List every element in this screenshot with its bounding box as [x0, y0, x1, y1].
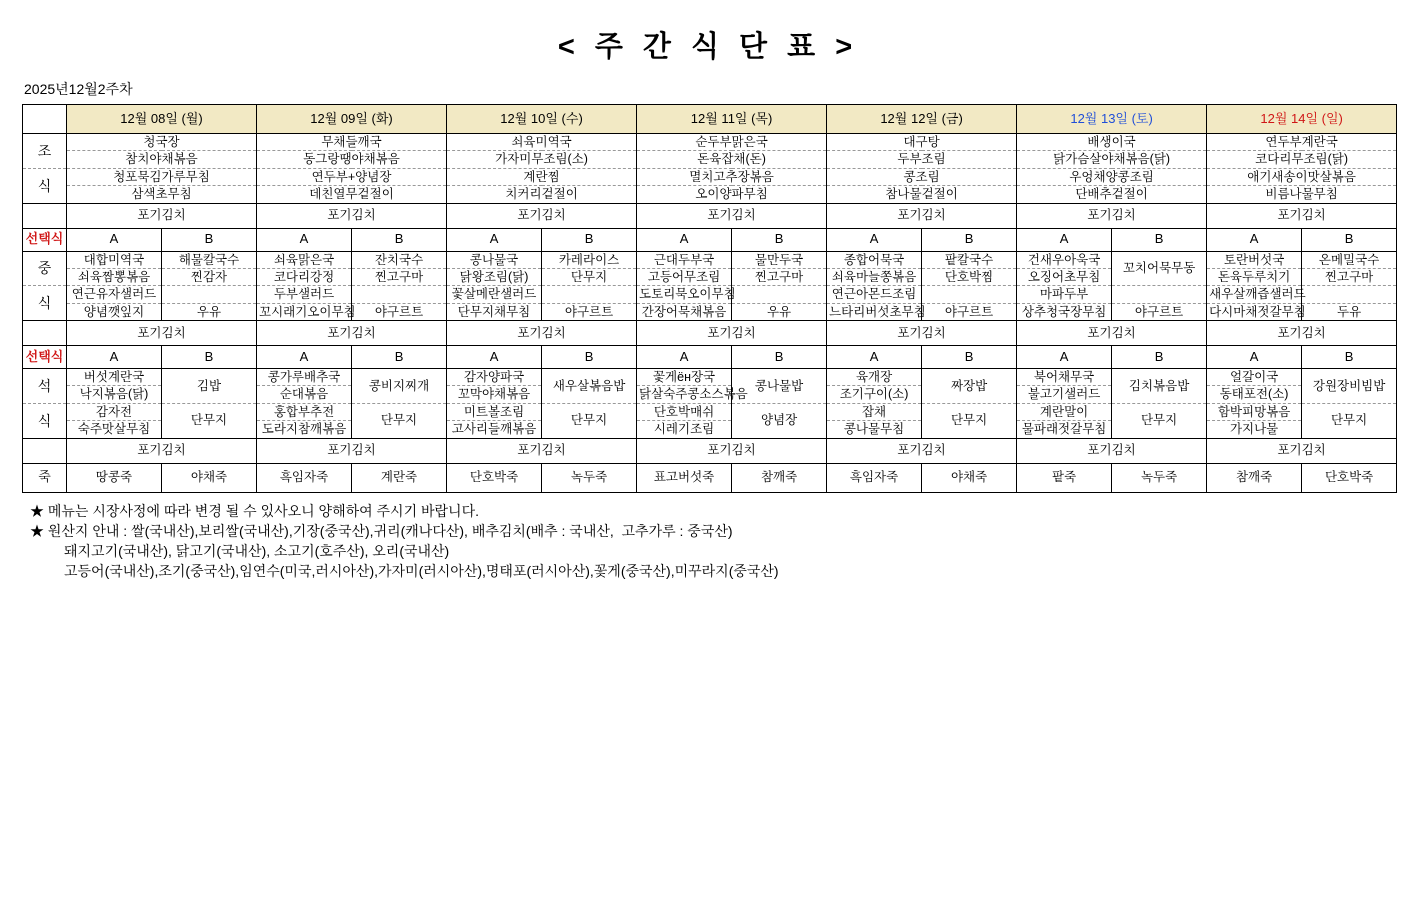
- lunch-mon-a-3: 연근유자샐러드: [67, 286, 162, 303]
- dinner-sat-a-2: 불고기샐러드: [1017, 386, 1112, 403]
- lunch-kimchi-row: [23, 321, 1397, 346]
- lunch-wed-a-3: 꽃살메란샐러드: [447, 286, 542, 303]
- lunch-tue-a-3: 두부샐러드: [257, 286, 352, 303]
- lunch-sun-a-4: 다시마채젓갈무침: [1207, 303, 1302, 320]
- breakfast-wed-3: 계란찜: [447, 168, 637, 185]
- porridge-sun-a: 참깨죽: [1207, 463, 1302, 492]
- lunch-option-row: [23, 228, 1397, 251]
- breakfast-sat-2: 닭가슴살야채볶음(닭): [1017, 151, 1207, 168]
- lunch-sun-a-2: 돈육두루치기: [1207, 268, 1302, 285]
- dinner-kimchi-tue: 포기김치: [257, 438, 447, 463]
- breakfast-fri-4: 참나물겉절이: [827, 186, 1017, 203]
- lunch-opt-sun-b: B: [1302, 228, 1397, 251]
- dinner-sun-a-1: 얼갈이국: [1207, 369, 1302, 386]
- lunch-kimchi-thu: 포기김치: [637, 321, 827, 346]
- lunch-tue-b-4: 야구르트: [352, 303, 447, 320]
- breakfast-sun-2: 코다리무조림(닭): [1207, 151, 1397, 168]
- porridge-mon-a: 땅콩죽: [67, 463, 162, 492]
- breakfast-mon-4: 삼색초무침: [67, 186, 257, 203]
- lunch-tue-b-1: 잔치국수: [352, 251, 447, 268]
- dinner-opt-sat-b: B: [1112, 346, 1207, 369]
- breakfast-thu-3: 멸치고추장볶음: [637, 168, 827, 185]
- breakfast-row-4: [23, 186, 1397, 203]
- dinner-fri-b-1: 짜장밥: [922, 369, 1017, 404]
- dinner-kimchi-sun: 포기김치: [1207, 438, 1397, 463]
- lunch-sun-a-1: 토란버섯국: [1207, 251, 1302, 268]
- row-label-dinner-kimchi: [23, 438, 67, 463]
- lunch-opt-fri-a: A: [827, 228, 922, 251]
- lunch-kimchi-mon: 포기김치: [67, 321, 257, 346]
- lunch-opt-thu-a: A: [637, 228, 732, 251]
- dinner-kimchi-row: [23, 438, 1397, 463]
- lunch-tue-b-3: [352, 286, 447, 303]
- dinner-sat-b-1: 김치볶음밥: [1112, 369, 1207, 404]
- lunch-wed-a-1: 콩나물국: [447, 251, 542, 268]
- porridge-mon-b: 야채죽: [162, 463, 257, 492]
- lunch-opt-tue-b: B: [352, 228, 447, 251]
- lunch-fri-a-1: 종합어묵국: [827, 251, 922, 268]
- dinner-wed-b-2: 단무지: [542, 403, 637, 438]
- breakfast-tue-2: 동그랑땡야채볶음: [257, 151, 447, 168]
- lunch-opt-sat-b: B: [1112, 228, 1207, 251]
- porridge-wed-a: 단호박죽: [447, 463, 542, 492]
- porridge-sun-b: 단호박죽: [1302, 463, 1397, 492]
- lunch-fri-b-2: 단호박찜: [922, 268, 1017, 285]
- lunch-wed-a-4: 단무지채무침: [447, 303, 542, 320]
- lunch-tue-a-2: 코다리강정: [257, 268, 352, 285]
- lunch-opt-tue-a: A: [257, 228, 352, 251]
- breakfast-sat-4: 단배추겉절이: [1017, 186, 1207, 203]
- lunch-opt-sat-a: A: [1017, 228, 1112, 251]
- breakfast-thu-4: 오이양파무침: [637, 186, 827, 203]
- breakfast-kimchi-fri: 포기김치: [827, 203, 1017, 228]
- lunch-sat-a-3: 마파두부: [1017, 286, 1112, 303]
- note-line-1: ★ 메뉴는 시장사정에 따라 변경 될 수 있사오니 양해하여 주시기 바랍니다.: [30, 502, 479, 519]
- dinner-fri-a-4: 콩나물무침: [827, 421, 922, 438]
- lunch-mon-b-2: 찐감자: [162, 268, 257, 285]
- lunch-mon-a-2: 쇠육짬뽕볶음: [67, 268, 162, 285]
- dinner-opt-thu-b: B: [732, 346, 827, 369]
- lunch-fri-b-1: 팥칼국수: [922, 251, 1017, 268]
- dinner-opt-fri-b: B: [922, 346, 1017, 369]
- breakfast-kimchi-tue: 포기김치: [257, 203, 447, 228]
- dinner-sun-b-1: 강원장비빔밥: [1302, 369, 1397, 404]
- dinner-tue-b-1: 콩비지찌개: [352, 369, 447, 404]
- dinner-opt-sun-a: A: [1207, 346, 1302, 369]
- lunch-opt-wed-a: A: [447, 228, 542, 251]
- dinner-tue-a-3: 홍합부추전: [257, 403, 352, 420]
- dinner-option-row: [23, 346, 1397, 369]
- lunch-mon-a-1: 대합미역국: [67, 251, 162, 268]
- dinner-wed-a-1: 감자양파국: [447, 369, 542, 386]
- dinner-mon-a-2: 낙지볶음(닭): [67, 386, 162, 403]
- lunch-kimchi-sat: 포기김치: [1017, 321, 1207, 346]
- breakfast-wed-2: 가자미무조림(소): [447, 151, 637, 168]
- breakfast-row-1: [23, 134, 1397, 151]
- dinner-kimchi-thu: 포기김치: [637, 438, 827, 463]
- dinner-opt-thu-a: A: [637, 346, 732, 369]
- lunch-kimchi-wed: 포기김치: [447, 321, 637, 346]
- lunch-sat-a-1: 건새우아욱국: [1017, 251, 1112, 268]
- dinner-tue-a-2: 순대볶음: [257, 386, 352, 403]
- row-label-breakfast-1: 조: [23, 134, 67, 169]
- dinner-mon-a-1: 버섯계란국: [67, 369, 162, 386]
- dinner-sun-a-3: 함박피망볶음: [1207, 403, 1302, 420]
- dinner-fri-a-3: 잡채: [827, 403, 922, 420]
- dinner-row-3: [23, 403, 1397, 420]
- breakfast-kimchi-mon: 포기김치: [67, 203, 257, 228]
- lunch-kimchi-fri: 포기김치: [827, 321, 1017, 346]
- breakfast-fri-2: 두부조림: [827, 151, 1017, 168]
- lunch-thu-a-4: 간장어묵채볶음: [637, 303, 732, 320]
- day-header-sat: 12월 13일 (토): [1017, 105, 1207, 134]
- selection-label-dinner: 선택식: [23, 346, 67, 369]
- dinner-row-1: [23, 369, 1397, 386]
- lunch-tue-b-2: 찐고구마: [352, 268, 447, 285]
- day-header-wed: 12월 10일 (수): [447, 105, 637, 134]
- lunch-thu-b-4: 우유: [732, 303, 827, 320]
- dinner-opt-wed-a: A: [447, 346, 542, 369]
- dinner-opt-tue-b: B: [352, 346, 447, 369]
- day-header-tue: 12월 09일 (화): [257, 105, 447, 134]
- dinner-mon-b-2: 단무지: [162, 403, 257, 438]
- dinner-sun-a-4: 가지나물: [1207, 421, 1302, 438]
- dinner-thu-a-3: 단호박매쉬: [637, 403, 732, 420]
- dinner-tue-a-1: 콩가루배추국: [257, 369, 352, 386]
- lunch-wed-b-2: 단무지: [542, 268, 637, 285]
- porridge-tue-a: 흑임자죽: [257, 463, 352, 492]
- dinner-opt-tue-a: A: [257, 346, 352, 369]
- lunch-sun-b-3: [1302, 286, 1397, 303]
- porridge-tue-b: 계란죽: [352, 463, 447, 492]
- dinner-fri-a-2: 조기구이(소): [827, 386, 922, 403]
- lunch-sat-a-4: 상추청국장무침: [1017, 303, 1112, 320]
- lunch-fri-a-3: 연근아몬드조림: [827, 286, 922, 303]
- breakfast-wed-4: 치커리겉절이: [447, 186, 637, 203]
- lunch-opt-wed-b: B: [542, 228, 637, 251]
- page-title: < 주 간 식 단 표 >: [557, 31, 859, 63]
- dinner-kimchi-wed: 포기김치: [447, 438, 637, 463]
- lunch-wed-b-3: [542, 286, 637, 303]
- porridge-fri-a: 흑임자죽: [827, 463, 922, 492]
- dinner-opt-wed-b: B: [542, 346, 637, 369]
- lunch-thu-a-2: 고등어무조림: [637, 268, 732, 285]
- lunch-thu-a-1: 근대두부국: [637, 251, 732, 268]
- dinner-opt-mon-b: B: [162, 346, 257, 369]
- lunch-sat-a-2: 오징어초무침: [1017, 268, 1112, 285]
- weekly-menu-table: [22, 104, 1397, 493]
- table-header-row: [23, 105, 1397, 134]
- lunch-sun-b-2: 찐고구마: [1302, 268, 1397, 285]
- dinner-opt-sat-a: A: [1017, 346, 1112, 369]
- dinner-mon-b-1: 김밥: [162, 369, 257, 404]
- row-label-breakfast-2: 식: [23, 168, 67, 203]
- lunch-kimchi-sun: 포기김치: [1207, 321, 1397, 346]
- dinner-wed-a-3: 미트볼조림: [447, 403, 542, 420]
- weekly-menu-page: [0, 24, 1416, 918]
- lunch-mon-b-4: 우유: [162, 303, 257, 320]
- porridge-thu-a: 표고버섯죽: [637, 463, 732, 492]
- lunch-fri-a-2: 쇠육마늘쫑볶음: [827, 268, 922, 285]
- breakfast-mon-1: 청국장: [67, 134, 257, 151]
- note-line-3: 돼지고기(국내산), 닭고기(국내산), 소고기(호주산), 오리(국내산): [64, 543, 450, 560]
- lunch-row-3: [23, 286, 1397, 303]
- dinner-kimchi-fri: 포기김치: [827, 438, 1017, 463]
- breakfast-mon-2: 참치야채볶음: [67, 151, 257, 168]
- row-label-lunch-2: 식: [23, 286, 67, 321]
- dinner-sun-a-2: 동태포전(소): [1207, 386, 1302, 403]
- lunch-kimchi-tue: 포기김치: [257, 321, 447, 346]
- footer-notes: [30, 501, 1416, 582]
- note-line-4: 고등어(국내산),조기(중국산),임연수(미국,러시아산),가자미(러시아산),명태포(러시아산),꽃게(중국산),미꾸라지(중국산): [64, 563, 779, 580]
- lunch-mon-b-1: 해물칼국수: [162, 251, 257, 268]
- row-label-dinner-1: 석: [23, 369, 67, 404]
- lunch-opt-thu-b: B: [732, 228, 827, 251]
- row-label-lunch-kimchi: [23, 321, 67, 346]
- breakfast-kimchi-sun: 포기김치: [1207, 203, 1397, 228]
- breakfast-wed-1: 쇠육미역국: [447, 134, 637, 151]
- lunch-thu-a-3: 도토리묵오이무침: [637, 286, 732, 303]
- day-header-fri: 12월 12일 (금): [827, 105, 1017, 134]
- breakfast-thu-2: 돈육잡채(돈): [637, 151, 827, 168]
- dinner-kimchi-mon: 포기김치: [67, 438, 257, 463]
- lunch-fri-b-3: [922, 286, 1017, 303]
- dinner-tue-b-2: 단무지: [352, 403, 447, 438]
- porridge-fri-b: 야채죽: [922, 463, 1017, 492]
- dinner-thu-b-2: 양념장: [732, 403, 827, 438]
- dinner-opt-fri-a: A: [827, 346, 922, 369]
- lunch-sun-b-1: 온메밀국수: [1302, 251, 1397, 268]
- dinner-opt-sun-b: B: [1302, 346, 1397, 369]
- lunch-row-1: [23, 251, 1397, 268]
- dinner-opt-mon-a: A: [67, 346, 162, 369]
- lunch-sun-a-3: 새우살깨즙샐러드: [1207, 286, 1302, 303]
- dinner-wed-b-1: 새우살볶음밥: [542, 369, 637, 404]
- breakfast-tue-4: 데친열무겉절이: [257, 186, 447, 203]
- dinner-sat-a-1: 북어채무국: [1017, 369, 1112, 386]
- dinner-sat-a-3: 계란말이: [1017, 403, 1112, 420]
- lunch-fri-a-4: 느타리버섯초무침: [827, 303, 922, 320]
- day-header-sun: 12월 14일 (일): [1207, 105, 1397, 134]
- lunch-sat-b-4: 야구르트: [1112, 303, 1207, 320]
- lunch-opt-sun-a: A: [1207, 228, 1302, 251]
- day-header-mon: 12월 08일 (월): [67, 105, 257, 134]
- dinner-mon-a-4: 숙주맛살무침: [67, 421, 162, 438]
- dinner-fri-a-1: 육개장: [827, 369, 922, 386]
- dinner-thu-a-1: 꽃게ён장국: [637, 369, 732, 386]
- breakfast-kimchi-wed: 포기김치: [447, 203, 637, 228]
- porridge-sat-a: 팥죽: [1017, 463, 1112, 492]
- dinner-thu-a-2: 닭살숙주콩소스볶음: [637, 386, 732, 403]
- breakfast-sun-1: 연두부계란국: [1207, 134, 1397, 151]
- lunch-opt-mon-b: B: [162, 228, 257, 251]
- dinner-kimchi-sat: 포기김치: [1017, 438, 1207, 463]
- porridge-row: [23, 463, 1397, 492]
- breakfast-tue-3: 연두부+양념장: [257, 168, 447, 185]
- dinner-fri-b-2: 단무지: [922, 403, 1017, 438]
- row-label-lunch-1: 중: [23, 251, 67, 286]
- lunch-sat-b-1: 꼬치어묵무동: [1112, 251, 1207, 286]
- lunch-mon-b-3: [162, 286, 257, 303]
- lunch-wed-b-4: 야구르트: [542, 303, 637, 320]
- breakfast-kimchi-thu: 포기김치: [637, 203, 827, 228]
- dinner-wed-a-4: 고사리들깨볶음: [447, 421, 542, 438]
- breakfast-kimchi-sat: 포기김치: [1017, 203, 1207, 228]
- breakfast-sat-1: 배생이국: [1017, 134, 1207, 151]
- dinner-tue-a-4: 도라지참깨볶음: [257, 421, 352, 438]
- porridge-thu-b: 참깨죽: [732, 463, 827, 492]
- row-label-dinner-2: 식: [23, 403, 67, 438]
- porridge-wed-b: 녹두죽: [542, 463, 637, 492]
- lunch-thu-b-1: 물만두국: [732, 251, 827, 268]
- lunch-thu-b-2: 찐고구마: [732, 268, 827, 285]
- breakfast-fri-1: 대구탕: [827, 134, 1017, 151]
- note-line-2: ★ 원산지 안내 : 쌀(국내산),보리쌀(국내산),기장(중국산),귀리(캐나다산), 배추김치(배추 : 국내산, 고추가루 : 중국산): [30, 522, 733, 539]
- lunch-thu-b-3: [732, 286, 827, 303]
- breakfast-thu-1: 순두부맑은국: [637, 134, 827, 151]
- breakfast-tue-1: 무채들깨국: [257, 134, 447, 151]
- breakfast-row-2: [23, 151, 1397, 168]
- row-label-porridge: 죽: [23, 463, 67, 492]
- dinner-sat-b-2: 단무지: [1112, 403, 1207, 438]
- selection-label-lunch: 선택식: [23, 228, 67, 251]
- lunch-mon-a-4: 양념깻잎지: [67, 303, 162, 320]
- lunch-wed-a-2: 닭왕조림(닭): [447, 268, 542, 285]
- lunch-tue-a-1: 쇠육맑은국: [257, 251, 352, 268]
- dinner-thu-b-1: 콩나물밥: [732, 369, 827, 404]
- dinner-sat-a-4: 물파래젓갈무침: [1017, 421, 1112, 438]
- lunch-fri-b-4: 야구르트: [922, 303, 1017, 320]
- lunch-sun-b-4: 두유: [1302, 303, 1397, 320]
- dinner-mon-a-3: 감자전: [67, 403, 162, 420]
- breakfast-sun-3: 애기새송이맛살볶음: [1207, 168, 1397, 185]
- breakfast-sat-3: 우엉채양콩조림: [1017, 168, 1207, 185]
- lunch-sat-b-3: [1112, 286, 1207, 303]
- dinner-thu-a-4: 시레기조림: [637, 421, 732, 438]
- breakfast-row-3: [23, 168, 1397, 185]
- lunch-tue-a-4: 꼬시래기오이무침: [257, 303, 352, 320]
- row-label-breakfast-kimchi: [23, 203, 67, 228]
- dinner-wed-a-2: 꼬막야채볶음: [447, 386, 542, 403]
- lunch-row-4: [23, 303, 1397, 320]
- porridge-sat-b: 녹두죽: [1112, 463, 1207, 492]
- lunch-opt-fri-b: B: [922, 228, 1017, 251]
- breakfast-kimchi-row: [23, 203, 1397, 228]
- breakfast-mon-3: 청포묵김가루무침: [67, 168, 257, 185]
- corner-cell: [23, 105, 67, 134]
- breakfast-sun-4: 비름나물무침: [1207, 186, 1397, 203]
- lunch-opt-mon-a: A: [67, 228, 162, 251]
- breakfast-fri-3: 콩조림: [827, 168, 1017, 185]
- dinner-sun-b-2: 단무지: [1302, 403, 1397, 438]
- week-label: 2025년12월2주차: [24, 81, 133, 97]
- lunch-wed-b-1: 카레라이스: [542, 251, 637, 268]
- day-header-thu: 12월 11일 (목): [637, 105, 827, 134]
